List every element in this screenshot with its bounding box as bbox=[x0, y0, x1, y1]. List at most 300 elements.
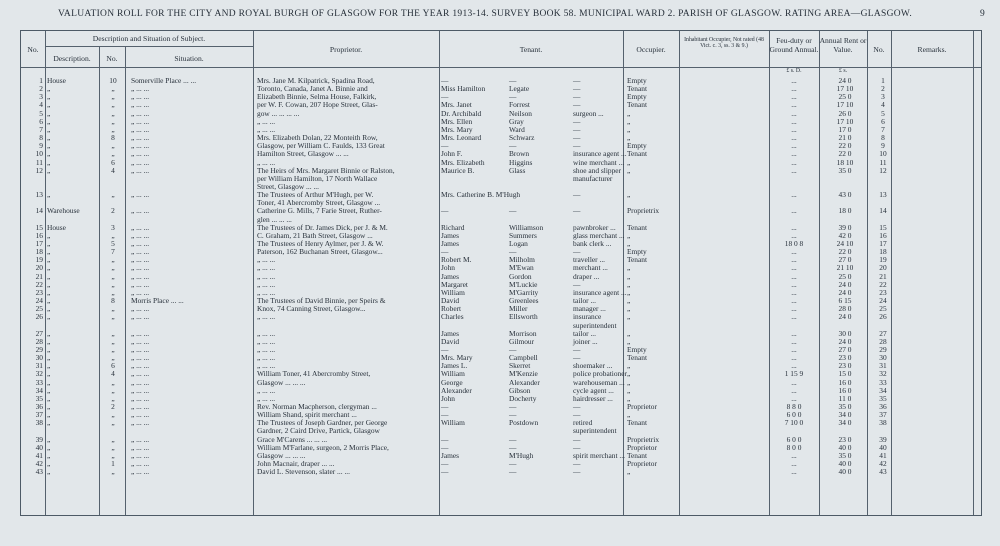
row-situation: „ ... ... bbox=[131, 165, 150, 175]
row-situation: „ ... ... bbox=[131, 92, 150, 102]
table-row bbox=[21, 150, 981, 158]
row-street-number: 10 bbox=[109, 76, 117, 85]
page-header bbox=[0, 9, 1000, 23]
table-row bbox=[21, 191, 981, 199]
row-street-number: „ bbox=[111, 418, 115, 428]
row-street-number: „ bbox=[111, 141, 115, 151]
row-tenant-occupation: hairdresser ... bbox=[573, 393, 613, 403]
row-tenant-surname: Postdown bbox=[509, 418, 539, 428]
row-annual-value: 16 0 bbox=[838, 377, 852, 387]
header-no: No. bbox=[27, 45, 39, 54]
row-proprietor: „ ... ... bbox=[257, 279, 276, 289]
row-occupier: Tenant bbox=[627, 149, 648, 159]
header-annual: Annual Rent or Value. bbox=[819, 36, 867, 54]
row-street-number: „ bbox=[111, 149, 115, 159]
row-number-right: 18 bbox=[879, 247, 887, 257]
row-number: 20 bbox=[35, 263, 43, 273]
row-description: „ bbox=[47, 304, 51, 314]
row-description: „ bbox=[47, 459, 51, 469]
row-occupier: Proprietor bbox=[627, 402, 657, 411]
row-street-number: „ bbox=[111, 312, 115, 322]
row-feuduty: ... bbox=[791, 76, 797, 85]
table-row bbox=[21, 240, 981, 248]
row-feuduty: 8 0 0 bbox=[786, 442, 802, 452]
table-row bbox=[21, 85, 981, 93]
row-street-number: „ bbox=[111, 410, 115, 420]
row-feuduty: 8 8 0 bbox=[786, 402, 802, 411]
table-row bbox=[21, 403, 981, 411]
row-tenant-occupation: insurance bbox=[573, 312, 602, 322]
row-occupier: „ bbox=[627, 124, 631, 134]
row-situation: „ ... ... bbox=[131, 190, 150, 200]
row-annual-value: 23 0 bbox=[838, 434, 852, 444]
row-tenant-occupation: — bbox=[573, 247, 581, 257]
row-description: „ bbox=[47, 450, 51, 460]
row-occupier: Empty bbox=[627, 76, 647, 85]
table-row bbox=[21, 142, 981, 150]
row-tenant-surname: Campbell bbox=[509, 353, 538, 363]
header-ls: £ s. bbox=[838, 68, 848, 74]
row-number-right: 23 bbox=[879, 287, 887, 297]
row-situation: „ ... ... bbox=[131, 361, 150, 371]
row-feuduty: 7 10 0 bbox=[784, 418, 804, 428]
row-tenant-first-name: James bbox=[441, 239, 460, 248]
row-number-right: 12 bbox=[879, 165, 887, 175]
row-proprietor: „ ... ... bbox=[257, 336, 276, 346]
row-feuduty: ... bbox=[791, 328, 797, 338]
table-row bbox=[21, 159, 981, 167]
row-feuduty: 1 15 9 bbox=[784, 369, 804, 379]
row-annual-value: 35 0 bbox=[838, 450, 852, 460]
row-street-number: „ bbox=[111, 328, 115, 338]
row-number: 12 bbox=[35, 165, 43, 175]
row-annual-value: 17 10 bbox=[836, 100, 854, 110]
row-proprietor: „ ... ... bbox=[257, 361, 276, 371]
row-feuduty: ... bbox=[791, 279, 797, 289]
row-situation: „ ... ... bbox=[131, 410, 150, 420]
row-number-right: 3 bbox=[881, 92, 885, 102]
row-number-right: 14 bbox=[879, 206, 887, 216]
row-tenant-occupation: — bbox=[573, 76, 581, 85]
table-row bbox=[21, 305, 981, 313]
row-occupier: „ bbox=[627, 304, 631, 314]
row-annual-value: 15 0 bbox=[838, 369, 852, 379]
row-description: „ bbox=[47, 108, 51, 118]
row-proprietor: gow ... ... ... ... bbox=[257, 108, 300, 118]
row-tenant-occupation: retired bbox=[573, 418, 593, 428]
row-annual-value: 24 0 bbox=[838, 279, 852, 289]
row-occupier: „ bbox=[627, 165, 631, 175]
row-proprietor: „ ... ... bbox=[257, 353, 276, 363]
row-tenant-first-name: — bbox=[441, 247, 449, 257]
row-occupier: Proprietrix bbox=[627, 206, 660, 216]
table-row bbox=[21, 224, 981, 232]
row-tenant-occupation: — bbox=[573, 84, 581, 94]
row-number: 34 bbox=[35, 385, 43, 395]
row-occupier: Proprietor bbox=[627, 459, 657, 469]
row-street-number: „ bbox=[111, 190, 115, 200]
row-occupier: „ bbox=[627, 230, 631, 240]
row-proprietor: „ ... ... bbox=[257, 344, 276, 354]
row-tenant-surname: — bbox=[509, 92, 517, 102]
row-number: 28 bbox=[35, 336, 43, 346]
row-street-number: „ bbox=[111, 385, 115, 395]
row-tenant-occupation: — bbox=[573, 353, 581, 363]
table-row bbox=[21, 419, 981, 427]
row-situation: „ ... ... bbox=[131, 222, 150, 232]
row-feuduty: ... bbox=[791, 296, 797, 306]
row-tenant-occupation: cycle agent ... bbox=[573, 385, 614, 395]
row-tenant-occupation: police probationer bbox=[573, 369, 627, 379]
row-proprietor: John Macnair, draper ... ... bbox=[257, 459, 335, 469]
row-situation: „ ... ... bbox=[131, 133, 150, 143]
row-number-right: 29 bbox=[879, 344, 887, 354]
row-street-number: „ bbox=[111, 304, 115, 314]
row-tenant-occupation: — bbox=[573, 133, 581, 143]
row-proprietor: „ ... ... bbox=[257, 255, 276, 265]
row-tenant-surname: — bbox=[509, 247, 517, 257]
row-proprietor: The Heirs of Mrs. Margaret Binnie or Ralston, bbox=[257, 165, 395, 175]
header-proprietor: Proprietor. bbox=[329, 45, 363, 54]
row-tenant-surname: — bbox=[509, 76, 517, 85]
table-row bbox=[21, 436, 981, 444]
row-number-right: 8 bbox=[881, 133, 885, 143]
row-occupier: Tenant bbox=[627, 84, 648, 94]
row-tenant-surname: Greenlees bbox=[509, 296, 539, 306]
row-tenant-surname: — bbox=[509, 467, 517, 477]
row-occupier: „ bbox=[627, 116, 631, 126]
row-tenant-first-name: Alexander bbox=[441, 385, 472, 395]
row-annual-value: 27 0 bbox=[838, 344, 852, 354]
row-tenant-occupation: draper ... bbox=[573, 271, 600, 281]
row-tenant-first-name: David bbox=[441, 296, 460, 306]
table-row bbox=[21, 199, 981, 207]
row-feuduty: ... bbox=[791, 133, 797, 143]
row-number-right: 36 bbox=[879, 402, 887, 411]
row-proprietor: Elizabeth Binnie, Selma House, Falkirk, bbox=[257, 92, 377, 102]
row-occupier: „ bbox=[627, 385, 631, 395]
row-number-right: 6 bbox=[881, 116, 885, 126]
row-annual-value: 18 0 bbox=[838, 206, 852, 216]
row-description: „ bbox=[47, 353, 51, 363]
row-tenant-first-name: Robert bbox=[441, 304, 462, 314]
row-tenant-occupation: — bbox=[573, 92, 581, 102]
row-tenant-surname: Gibson bbox=[509, 385, 531, 395]
row-street-number: „ bbox=[111, 467, 115, 477]
row-annual-value: 21 0 bbox=[838, 133, 852, 143]
row-street-number: „ bbox=[111, 393, 115, 403]
row-tenant-first-name: Mrs. Leonard bbox=[441, 133, 482, 143]
row-tenant-first-name: Miss Hamilton bbox=[441, 84, 486, 94]
row-occupier: „ bbox=[627, 133, 631, 143]
row-feuduty: ... bbox=[791, 124, 797, 134]
row-tenant-occupation: — bbox=[573, 279, 581, 289]
row-proprietor: Toner, 41 Abercromby Street, Glasgow ... bbox=[257, 198, 381, 208]
row-tenant-occupation: — bbox=[573, 410, 581, 420]
row-description: „ bbox=[47, 369, 51, 379]
row-street-number: „ bbox=[111, 336, 115, 346]
row-occupier: „ bbox=[627, 410, 631, 420]
row-tenant-occupation: — bbox=[573, 459, 581, 469]
row-annual-value: 24 0 bbox=[838, 287, 852, 297]
row-tenant-first-name: James L. bbox=[441, 361, 468, 371]
row-annual-value: 21 10 bbox=[836, 263, 854, 273]
row-feuduty: ... bbox=[791, 393, 797, 403]
row-tenant-first-name: William bbox=[441, 369, 465, 379]
row-occupier: „ bbox=[627, 369, 631, 379]
row-feuduty: ... bbox=[791, 467, 797, 477]
row-tenant-surname: — bbox=[509, 344, 517, 354]
row-tenant-occupation: tailor ... bbox=[573, 296, 596, 306]
row-situation: „ ... ... bbox=[131, 149, 150, 159]
row-feuduty: ... bbox=[791, 190, 797, 200]
row-description: „ bbox=[47, 247, 51, 257]
row-occupier: Tenant bbox=[627, 450, 648, 460]
row-tenant-first-name: Charles bbox=[441, 312, 464, 322]
row-feuduty: ... bbox=[791, 255, 797, 265]
row-number-right: 31 bbox=[879, 361, 887, 371]
row-occupier: Tenant bbox=[627, 418, 648, 428]
row-tenant-first-name: — bbox=[441, 402, 449, 411]
row-number: 43 bbox=[35, 467, 43, 477]
row-annual-value: 17 0 bbox=[838, 124, 852, 134]
row-tenant-occupation: — bbox=[573, 402, 581, 411]
row-tenant-occupation: shoe and slipper bbox=[573, 165, 622, 175]
row-tenant-first-name: John F. bbox=[441, 149, 463, 159]
row-number-right: 35 bbox=[879, 393, 887, 403]
row-tenant-surname: Forrest bbox=[509, 100, 530, 110]
row-occupier: „ bbox=[627, 328, 631, 338]
row-number: 41 bbox=[35, 450, 43, 460]
row-feuduty: ... bbox=[791, 222, 797, 232]
row-tenant-first-name: William bbox=[441, 418, 465, 428]
row-number-right: 4 bbox=[881, 100, 885, 110]
table-row bbox=[21, 330, 981, 338]
row-street-number: 4 bbox=[111, 165, 115, 175]
row-street-number: 8 bbox=[111, 296, 115, 306]
table-row bbox=[21, 216, 981, 224]
row-proprietor: Mrs. Jane M. Kilpatrick, Spadina Road, bbox=[257, 76, 375, 85]
row-proprietor: Toronto, Canada, Janet A. Binnie and bbox=[257, 84, 368, 94]
row-occupier: Tenant bbox=[627, 100, 648, 110]
row-proprietor: Grace M'Carens ... ... ... bbox=[257, 434, 328, 444]
row-street-number: 2 bbox=[111, 206, 115, 216]
row-number-right: 34 bbox=[879, 385, 887, 395]
row-description: „ bbox=[47, 190, 51, 200]
row-description: „ bbox=[47, 467, 51, 477]
row-feuduty: ... bbox=[791, 92, 797, 102]
row-number: 26 bbox=[35, 312, 43, 322]
row-proprietor: The Trustees of Dr. James Dick, per J. & M. bbox=[257, 222, 388, 232]
row-tenant-occupation: shoemaker ... bbox=[573, 361, 613, 371]
table-row bbox=[21, 354, 981, 362]
row-description: „ bbox=[47, 442, 51, 452]
row-situation: „ ... ... bbox=[131, 450, 150, 460]
row-situation: „ ... ... bbox=[131, 467, 150, 477]
rule bbox=[45, 46, 253, 47]
row-feuduty: ... bbox=[791, 287, 797, 297]
row-annual-value: 25 0 bbox=[838, 271, 852, 281]
row-occupier: „ bbox=[627, 361, 631, 371]
row-tenant-occupation: manufacturer bbox=[573, 173, 613, 183]
row-occupier: „ bbox=[627, 393, 631, 403]
row-tenant-surname: — bbox=[509, 434, 517, 444]
row-tenant-first-name: Mrs. Janet bbox=[441, 100, 472, 110]
table-row bbox=[21, 411, 981, 419]
row-annual-value: 40 0 bbox=[838, 467, 852, 477]
row-street-number: „ bbox=[111, 353, 115, 363]
row-number: 11 bbox=[35, 157, 43, 167]
row-description: House bbox=[47, 222, 66, 232]
row-annual-value: 17 10 bbox=[836, 116, 854, 126]
row-description: „ bbox=[47, 344, 51, 354]
row-occupier: „ bbox=[627, 190, 631, 200]
row-description: „ bbox=[47, 328, 51, 338]
row-tenant-surname: — bbox=[509, 410, 517, 420]
row-occupier: „ bbox=[627, 271, 631, 281]
row-number: 1 bbox=[39, 76, 43, 85]
row-feuduty: ... bbox=[791, 353, 797, 363]
row-feuduty: ... bbox=[791, 141, 797, 151]
row-street-number: „ bbox=[111, 116, 115, 126]
row-annual-value: 34 0 bbox=[838, 418, 852, 428]
row-annual-value: 24 0 bbox=[838, 336, 852, 346]
row-street-number: „ bbox=[111, 255, 115, 265]
row-feuduty: ... bbox=[791, 108, 797, 118]
row-tenant-first-name: Robert M. bbox=[441, 255, 472, 265]
header-description: Description. bbox=[53, 54, 91, 63]
row-situation: Morris Place ... ... bbox=[131, 296, 184, 306]
row-proprietor: Glasgow, per William C. Faulds, 133 Great bbox=[257, 141, 385, 151]
row-street-number: „ bbox=[111, 263, 115, 273]
row-number: 17 bbox=[35, 239, 43, 248]
row-number-right: 27 bbox=[879, 328, 887, 338]
row-number: 7 bbox=[39, 124, 43, 134]
row-description: „ bbox=[47, 149, 51, 159]
row-feuduty: 6 0 0 bbox=[786, 410, 802, 420]
row-tenant-occupation: — bbox=[573, 141, 581, 151]
row-feuduty: ... bbox=[791, 84, 797, 94]
row-tenant-surname: Gordon bbox=[509, 271, 532, 281]
row-number-right: 24 bbox=[879, 296, 887, 306]
header-description-group: Description and Situation of Subject. bbox=[92, 34, 206, 43]
row-number-right: 20 bbox=[879, 263, 887, 273]
row-situation: „ ... ... bbox=[131, 108, 150, 118]
row-description: „ bbox=[47, 84, 51, 94]
row-street-number: 7 bbox=[111, 247, 115, 257]
row-tenant-surname: Summers bbox=[509, 230, 537, 240]
header-lsd: £ s. D. bbox=[786, 68, 802, 74]
row-number: 15 bbox=[35, 222, 43, 232]
row-feuduty: ... bbox=[791, 450, 797, 460]
row-feuduty: ... bbox=[791, 263, 797, 273]
row-tenant-first-name: David bbox=[441, 336, 460, 346]
table-row bbox=[21, 273, 981, 281]
row-tenant-first-name: Dr. Archibald bbox=[441, 108, 482, 118]
row-occupier: Proprietrix bbox=[627, 434, 660, 444]
row-description: „ bbox=[47, 336, 51, 346]
row-occupier: „ bbox=[627, 296, 631, 306]
row-description: „ bbox=[47, 402, 51, 411]
table-row bbox=[21, 126, 981, 134]
row-annual-value: 22 0 bbox=[838, 141, 852, 151]
row-number: 2 bbox=[39, 84, 43, 94]
row-number-right: 41 bbox=[879, 450, 887, 460]
table-row bbox=[21, 427, 981, 435]
row-proprietor: The Trustees of Joseph Gardner, per George bbox=[257, 418, 388, 428]
row-number: 35 bbox=[35, 393, 43, 403]
row-tenant-surname: — bbox=[509, 141, 517, 151]
row-occupier: Tenant bbox=[627, 255, 648, 265]
row-annual-value: 35 0 bbox=[838, 402, 852, 411]
table-row bbox=[21, 134, 981, 142]
row-street-number: „ bbox=[111, 434, 115, 444]
row-feuduty: ... bbox=[791, 377, 797, 387]
row-annual-value: 39 0 bbox=[838, 222, 852, 232]
row-annual-value: 23 0 bbox=[838, 353, 852, 363]
row-proprietor: Hamilton Street, Glasgow ... ... bbox=[257, 149, 349, 159]
row-tenant-surname: Alexander bbox=[509, 377, 540, 387]
row-number: 21 bbox=[35, 271, 43, 281]
row-tenant-first-name: — bbox=[441, 76, 449, 85]
row-number: 25 bbox=[35, 304, 43, 314]
row-number-right: 21 bbox=[879, 271, 887, 281]
row-number-right: 43 bbox=[879, 467, 887, 477]
row-street-number: „ bbox=[111, 450, 115, 460]
row-feuduty: ... bbox=[791, 385, 797, 395]
row-tenant-surname: Brown bbox=[509, 149, 530, 159]
row-situation: „ ... ... bbox=[131, 247, 150, 257]
row-number-right: 19 bbox=[879, 255, 887, 265]
row-tenant-first-name: James bbox=[441, 450, 460, 460]
row-number: 9 bbox=[39, 141, 43, 151]
row-occupier: Empty bbox=[627, 141, 647, 151]
row-situation: „ ... ... bbox=[131, 312, 150, 322]
row-description: „ bbox=[47, 361, 51, 371]
row-number: 24 bbox=[35, 296, 43, 306]
row-description: „ bbox=[47, 296, 51, 306]
row-number: 33 bbox=[35, 377, 43, 387]
row-tenant-first-name: Maurice B. bbox=[441, 165, 475, 175]
row-number: 42 bbox=[35, 459, 43, 469]
row-tenant-occupation: joiner ... bbox=[573, 336, 598, 346]
row-tenant-occupation: — bbox=[573, 124, 581, 134]
row-annual-value: 6 15 bbox=[838, 296, 852, 306]
row-proprietor: Gardner, 2 Caird Drive, Partick, Glasgow bbox=[257, 426, 380, 436]
row-annual-value: 26 0 bbox=[838, 108, 852, 118]
row-feuduty: ... bbox=[791, 100, 797, 110]
row-tenant-first-name: James bbox=[441, 271, 460, 281]
row-description: „ bbox=[47, 418, 51, 428]
row-description: „ bbox=[47, 434, 51, 444]
row-annual-value: 17 10 bbox=[836, 84, 854, 94]
row-occupier: Empty bbox=[627, 92, 647, 102]
row-tenant-occupation: spirit merchant ... bbox=[573, 450, 625, 460]
row-tenant-surname: Ellsworth bbox=[509, 312, 538, 322]
row-proprietor: The Trustees of David Binnie, per Speirs & bbox=[257, 296, 386, 306]
row-feuduty: 6 0 0 bbox=[786, 434, 802, 444]
row-tenant-occupation: superintendent bbox=[573, 426, 617, 436]
row-tenant-surname: Miller bbox=[509, 304, 528, 314]
row-street-number: 1 bbox=[111, 459, 115, 469]
row-feuduty: ... bbox=[791, 247, 797, 257]
row-number-right: 28 bbox=[879, 336, 887, 346]
row-street-number: 4 bbox=[111, 369, 115, 379]
row-number: 4 bbox=[39, 100, 43, 110]
row-tenant-surname: M'Luckie bbox=[509, 279, 538, 289]
row-tenant-surname: M'Garrity bbox=[509, 287, 539, 297]
table-row bbox=[21, 313, 981, 321]
